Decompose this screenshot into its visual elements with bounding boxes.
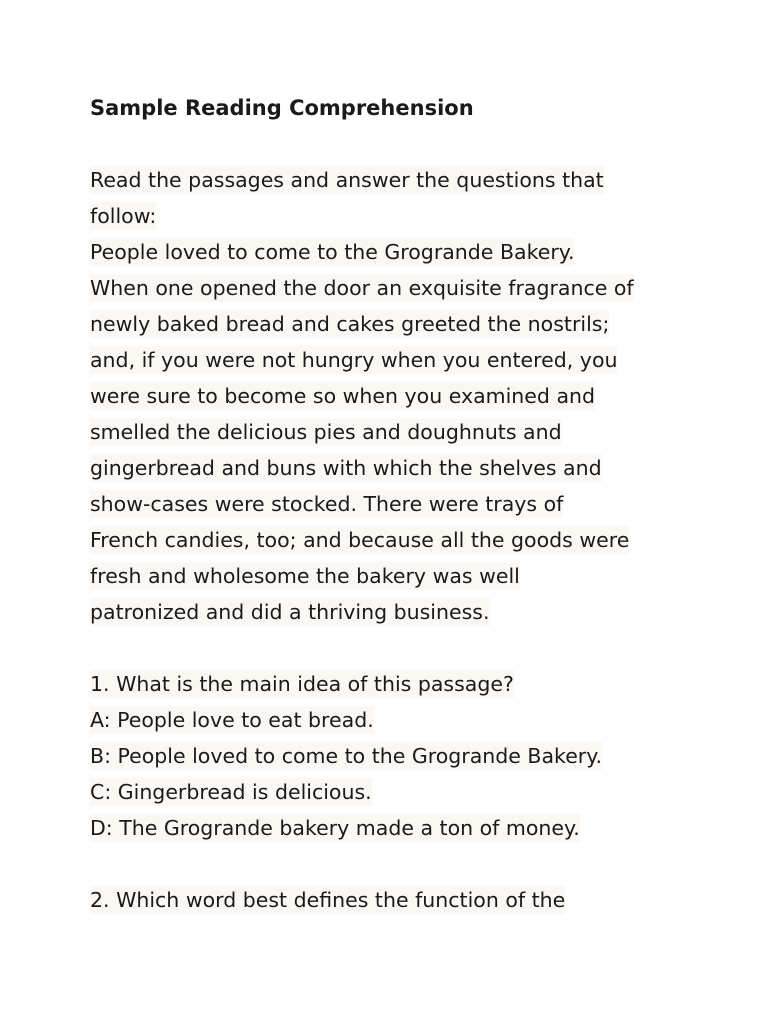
answer-option-a — [90, 702, 730, 738]
option-text: C: Gingerbread is delicious. — [90, 780, 372, 804]
instruction-text: follow: — [90, 204, 157, 228]
passage-line — [90, 234, 730, 270]
question-1 — [90, 666, 730, 846]
passage-text: French candies, too; and because all the goods were — [90, 528, 630, 552]
passage-line — [90, 486, 730, 522]
document-page — [90, 90, 730, 918]
passage-line — [90, 378, 730, 414]
passage-text: show-cases were stocked. There were trays of — [90, 492, 564, 516]
question-prompt — [90, 666, 730, 702]
answer-option-d — [90, 810, 730, 846]
passage-text: fresh and wholesome the bakery was well — [90, 564, 520, 588]
passage-text: smelled the delicious pies and doughnuts and — [90, 420, 562, 444]
question-text: 1. What is the main idea of this passage? — [90, 672, 514, 696]
passage-text: When one opened the door an exquisite fragrance of — [90, 276, 634, 300]
spacer — [90, 846, 730, 882]
passage — [90, 234, 730, 630]
passage-text: patronized and did a thriving business. — [90, 600, 490, 624]
option-text: D: The Grogrande bakery made a ton of money. — [90, 816, 580, 840]
answer-option-b — [90, 738, 730, 774]
question-text: 2. Which word best defines the function of the — [90, 888, 566, 912]
passage-text: and, if you were not hungry when you entered, you — [90, 348, 618, 372]
passage-line — [90, 522, 730, 558]
passage-line — [90, 414, 730, 450]
instruction-line — [90, 162, 730, 198]
instructions — [90, 162, 730, 234]
question-prompt — [90, 882, 730, 918]
passage-line — [90, 342, 730, 378]
passage-line — [90, 270, 730, 306]
spacer — [90, 630, 730, 666]
passage-line — [90, 594, 730, 630]
instruction-line — [90, 198, 730, 234]
passage-text: were sure to become so when you examined and — [90, 384, 596, 408]
page-title: Sample Reading Comprehension — [90, 96, 474, 120]
question-2 — [90, 882, 730, 918]
option-text: A: People love to eat bread. — [90, 708, 374, 732]
passage-line — [90, 306, 730, 342]
passage-text: newly baked bread and cakes greeted the nostrils; — [90, 312, 610, 336]
passage-line — [90, 450, 730, 486]
answer-option-c — [90, 774, 730, 810]
passage-line — [90, 558, 730, 594]
passage-text: People loved to come to the Grogrande Bakery. — [90, 240, 575, 264]
instruction-text: Read the passages and answer the questions that — [90, 168, 604, 192]
passage-text: gingerbread and buns with which the shelves and — [90, 456, 602, 480]
option-text: B: People loved to come to the Grogrande Bakery. — [90, 744, 602, 768]
